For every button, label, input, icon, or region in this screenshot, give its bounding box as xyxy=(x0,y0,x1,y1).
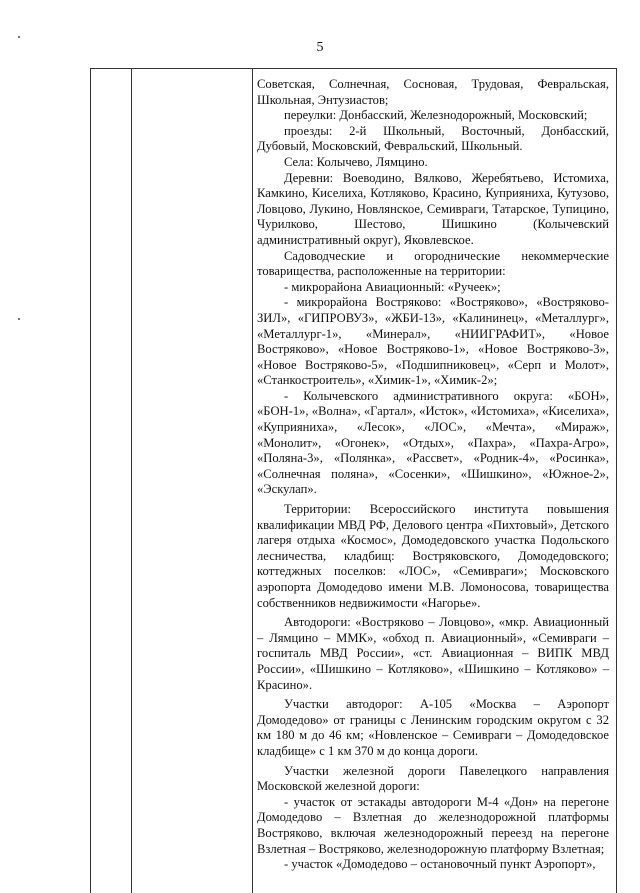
paragraph: - микрорайона Авиационный: «Ручеек»; xyxy=(284,279,501,294)
document-table xyxy=(90,68,617,893)
table-column-divider xyxy=(252,69,253,893)
paragraph: - Колычевского административного округа: «БОН», «БОН-1», «Волна», «Гартал», «Исток», «Истомиха», «Киселиха», «Куприяниха», «Лесок», «ЛОС», «Мечта», «Мираж», «Монолит», «Огонек», «Отдых», «Пахра», «Пахра-Агро», «Поляна-3», «Полянка», «Рассвет», «Родник-4», «Росинка», «Солнечная поляна», «Сосенки», «Шишкино», «Южное-2», «Эскулап». xyxy=(257,388,609,497)
paragraph: переулки: Донбасский, Железнодорожный, Московский; xyxy=(284,108,588,123)
paragraph: Садоводческие и огороднические некоммерческие товарищества, расположенные на территории: xyxy=(257,248,609,279)
paragraph: Автодороги: «Востряково – Ловцово», «мкр. Авиационный – Лямцино – ММК», «обход п. Авиационный», «Семивраги – госпиталь МВД России», «ст. Авиационная – ВИПК МВД России», «Шишкино – Котляково», «Шишкино – Котляково» – Красино». xyxy=(257,615,609,692)
paragraph: - участок «Домодедово – остановочный пункт Аэропорт», xyxy=(284,857,596,872)
paragraph: - микрорайона Востряково: «Востряково», «Востряково-ЗИЛ», «ГИПРОВУЗ», «ЖБИ-13», «Калининец», «Металлург», «Металлург-1», «Минерал», «НИИГРАФИТ», «Новое Востряково», «Новое Востряково-1», «Новое Востряково-3», «Новое Востряково-5», «Подшипниковец», «Серп и Молот», «Станкостроитель», «Химик-1», «Химик-2»; xyxy=(257,295,609,388)
table-text-cell xyxy=(257,77,609,873)
paragraph: - участок от эстакады автодороги М-4 «Дон» на перегоне Домодедово – Взлетная до железнодорожной платформы Востряково, включая железнодорожный переезд на перегоне Взлетная – Востряково, железнодорожную платформу Взлетная; xyxy=(257,794,609,856)
paragraph: проезды: 2-й Школьный, Восточный, Донбасский, Дубовый, Московский, Февральский, Школьный. xyxy=(257,123,609,154)
paragraph: Территории: Всероссийского института повышения квалификации МВД РФ, Делового центра «Пихтовый», Детского лагеря отдыха «Космос», Домодедовского участка Подольского лесничества, кладбищ: Востряковского, Домодедовского; коттеджных поселков: «ЛОС», «Семивраги»; Московского аэропорта Домодедово имени М.В. Ломоносова, товарищества собственников недвижимости «Нагорье». xyxy=(257,502,609,610)
paragraph: Деревни: Воеводино, Вялково, Жеребятьево, Истомиха, Камкино, Киселиха, Котляково, Красино, Куприяниха, Кутузово, Ловцово, Лукино, Новлянское, Семивраги, Татарское, Тупицино, Чурилково, Шестово, Шишкино (Колычевский административный округ), Яковлевское. xyxy=(257,170,609,247)
paragraph: Участки железной дороги Павелецкого направления Московской железной дороги: xyxy=(257,763,609,794)
table-column-divider xyxy=(131,69,132,893)
paragraph: Участки автодорог: А-105 «Москва – Аэропорт Домодедово» от границы с Ленинским городским округом с 32 км 180 м до 46 км; «Новленское – Семивраги – Домодедовское кладбище» с 1 км 370 м до конца дороги. xyxy=(257,697,609,758)
paragraph: Советская, Солнечная, Сосновая, Трудовая, Февральская, Школьная, Энтузиастов; xyxy=(257,77,609,107)
page-number: 5 xyxy=(316,40,324,55)
paragraph: Села: Колычево, Лямцино. xyxy=(284,154,428,169)
scan-speck xyxy=(18,318,20,320)
scan-speck xyxy=(18,36,20,38)
